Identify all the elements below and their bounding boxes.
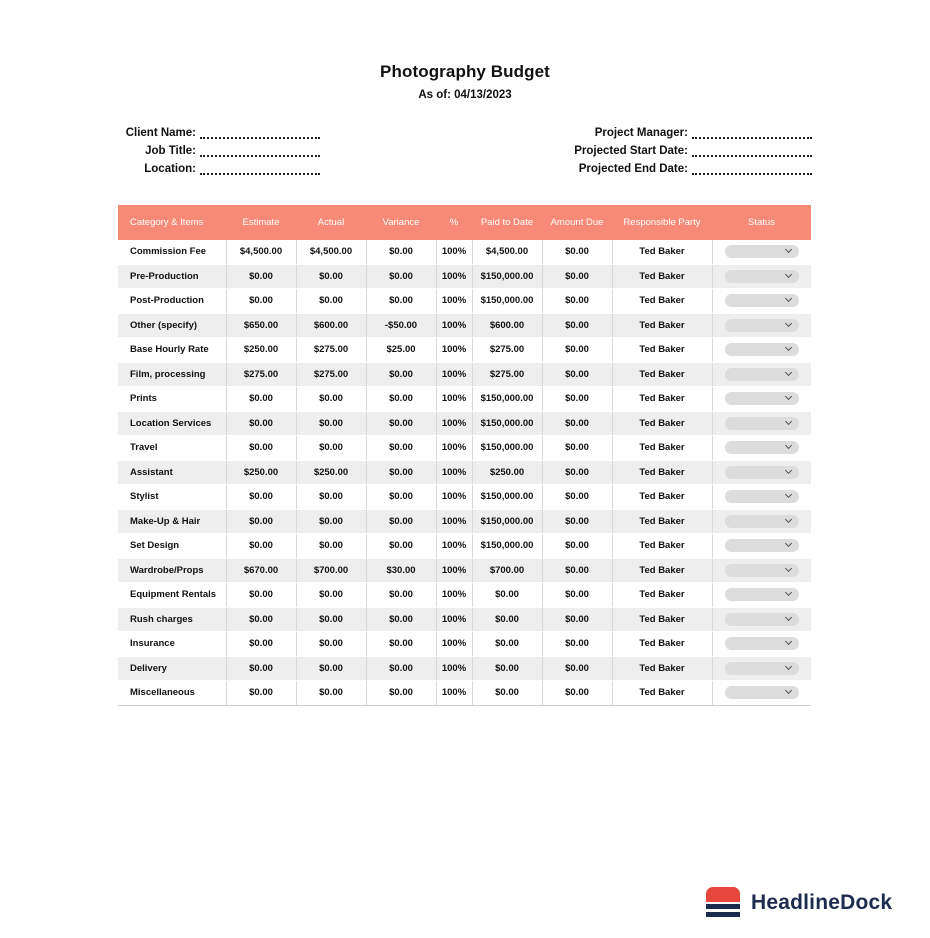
table-cell: $0.00 [542,485,612,510]
end-date-label: Projected End Date: [578,163,688,175]
table-row [118,583,811,608]
table-cell: $0.00 [366,240,436,264]
table-cell: $0.00 [472,656,542,681]
table-row [118,632,811,657]
status-dropdown[interactable] [725,686,799,699]
table-cell: Ted Baker [612,264,712,289]
table-cell: $275.00 [296,338,366,363]
table-cell: Ted Baker [612,313,712,338]
status-cell [712,558,811,583]
status-dropdown[interactable] [725,392,799,405]
table-cell: $150,000.00 [472,436,542,461]
client-name-field [118,121,320,139]
job-title-label: Job Title: [145,145,196,157]
status-cell [712,264,811,289]
table-cell: 100% [436,485,472,510]
document-title: Photography Budget [380,62,550,81]
row-category-cell: Delivery [118,656,226,681]
table-cell: $0.00 [226,387,296,412]
table-cell: $275.00 [296,362,366,387]
row-category-cell: Insurance [118,632,226,657]
table-cell: Ted Baker [612,509,712,534]
table-cell: Ted Baker [612,338,712,363]
table-cell: $0.00 [542,411,612,436]
status-cell [712,485,811,510]
chevron-down-icon [785,589,792,596]
table-cell: $0.00 [296,411,366,436]
table-cell: $650.00 [226,313,296,338]
status-cell [712,656,811,681]
table-cell: $0.00 [366,681,436,706]
chevron-down-icon [785,442,792,449]
row-category-cell: Rush charges [118,607,226,632]
table-body [118,240,811,705]
status-dropdown[interactable] [725,613,799,626]
chevron-down-icon [785,614,792,621]
status-cell [712,607,811,632]
meta-left-fields [118,121,320,175]
chevron-down-icon [785,687,792,694]
table-cell: $0.00 [226,534,296,559]
table-cell: $0.00 [296,681,366,706]
status-cell [712,460,811,485]
row-category-cell: Wardrobe/Props [118,558,226,583]
table-cell: $0.00 [226,436,296,461]
status-dropdown[interactable] [725,564,799,577]
table-header-row [118,205,811,240]
table-cell: $0.00 [542,362,612,387]
location-field [118,157,320,175]
table-cell: $0.00 [542,632,612,657]
chevron-down-icon [785,344,792,351]
start-date-blank[interactable] [692,146,812,157]
row-category-cell: Base Hourly Rate [118,338,226,363]
status-dropdown[interactable] [725,662,799,675]
table-cell: 100% [436,534,472,559]
table-cell: $150,000.00 [472,289,542,314]
table-cell: $0.00 [226,485,296,510]
table-row [118,313,811,338]
table-cell: $0.00 [366,485,436,510]
chevron-down-icon [785,491,792,498]
status-cell [712,313,811,338]
row-category-cell: Equipment Rentals [118,583,226,608]
table-cell: Ted Baker [612,607,712,632]
project-manager-label: Project Manager: [594,127,688,139]
table-cell: $0.00 [542,656,612,681]
table-cell: 100% [436,313,472,338]
status-dropdown[interactable] [725,343,799,356]
chevron-down-icon [785,540,792,547]
table-cell: $0.00 [472,607,542,632]
status-dropdown[interactable] [725,490,799,503]
table-row [118,411,811,436]
table-cell: Ted Baker [612,240,712,264]
row-category-cell: Post-Production [118,289,226,314]
table-row [118,362,811,387]
table-cell: 100% [436,558,472,583]
table-cell: $0.00 [366,632,436,657]
status-cell [712,681,811,706]
table-cell: $0.00 [296,387,366,412]
status-dropdown[interactable] [725,588,799,601]
table-cell: $275.00 [472,362,542,387]
table-cell: $250.00 [296,460,366,485]
table-cell: $0.00 [542,387,612,412]
table-cell: $0.00 [226,411,296,436]
table-cell: Ted Baker [612,534,712,559]
table-cell: $150,000.00 [472,387,542,412]
client-name-blank[interactable] [200,128,320,139]
column-header: Responsible Party [612,205,712,240]
table-cell: $0.00 [542,460,612,485]
table-cell: $0.00 [296,485,366,510]
table-cell: $600.00 [296,313,366,338]
status-cell [712,436,811,461]
table-cell: $0.00 [542,607,612,632]
table-cell: $0.00 [366,583,436,608]
table-cell: $4,500.00 [226,240,296,264]
table-cell: $0.00 [542,338,612,363]
status-cell [712,387,811,412]
table-cell: $0.00 [366,509,436,534]
row-category-cell: Prints [118,387,226,412]
table-row [118,607,811,632]
column-header: Amount Due [542,205,612,240]
table-cell: 100% [436,436,472,461]
table-cell: $0.00 [366,534,436,559]
status-cell [712,509,811,534]
row-category-cell: Make-Up & Hair [118,509,226,534]
table-cell: $0.00 [542,240,612,264]
row-category-cell: Assistant [118,460,226,485]
table-row [118,289,811,314]
table-cell: Ted Baker [612,632,712,657]
chevron-down-icon [785,320,792,327]
column-header: Variance [366,205,436,240]
table-cell: $0.00 [472,583,542,608]
location-blank[interactable] [200,164,320,175]
table-cell: $0.00 [296,289,366,314]
table-cell: $0.00 [296,632,366,657]
table-cell: Ted Baker [612,681,712,706]
table-cell: 100% [436,509,472,534]
column-header: Status [712,205,811,240]
table-cell: 100% [436,583,472,608]
table-cell: Ted Baker [612,485,712,510]
chevron-down-icon [785,393,792,400]
table-cell: $0.00 [226,681,296,706]
chevron-down-icon [785,467,792,474]
table-cell: $25.00 [366,338,436,363]
table-cell: $0.00 [296,436,366,461]
status-dropdown[interactable] [725,245,799,258]
chevron-down-icon [785,369,792,376]
table-cell: $0.00 [472,632,542,657]
table-cell: $150,000.00 [472,509,542,534]
status-dropdown[interactable] [725,319,799,332]
table-cell: Ted Baker [612,387,712,412]
table-row [118,681,811,706]
chevron-down-icon [785,565,792,572]
table-cell: 100% [436,607,472,632]
table-cell: $0.00 [366,289,436,314]
table-row [118,509,811,534]
row-category-cell: Miscellaneous [118,681,226,706]
column-header: Paid to Date [472,205,542,240]
table-cell: $0.00 [226,264,296,289]
chevron-down-icon [785,271,792,278]
status-dropdown[interactable] [725,368,799,381]
table-cell: $150,000.00 [472,264,542,289]
chevron-down-icon [785,638,792,645]
table-cell: $150,000.00 [472,485,542,510]
table-cell: $0.00 [542,509,612,534]
status-cell [712,240,811,264]
table-cell: $0.00 [542,681,612,706]
table-row [118,558,811,583]
table-cell: $670.00 [226,558,296,583]
column-header: Category & Items [118,205,226,240]
column-header: Actual [296,205,366,240]
table-cell: $275.00 [226,362,296,387]
table-cell: $0.00 [366,362,436,387]
table-row [118,534,811,559]
table-cell: $0.00 [366,411,436,436]
brand-name: HeadlineDock [751,890,893,914]
table-row [118,264,811,289]
table-row [118,656,811,681]
chevron-down-icon [785,418,792,425]
table-cell: $0.00 [542,289,612,314]
table-cell: $0.00 [542,436,612,461]
table-cell: $0.00 [296,583,366,608]
row-category-cell: Pre-Production [118,264,226,289]
table-cell: $250.00 [226,460,296,485]
table-cell: $0.00 [542,264,612,289]
table-cell: 100% [436,240,472,264]
end-date-blank[interactable] [692,164,812,175]
table-cell: $700.00 [472,558,542,583]
column-header: % [436,205,472,240]
row-category-cell: Location Services [118,411,226,436]
job-title-blank[interactable] [200,146,320,157]
table-cell: $0.00 [226,509,296,534]
row-category-cell: Set Design [118,534,226,559]
table-cell: $0.00 [542,583,612,608]
table-cell: $0.00 [226,583,296,608]
table-cell: $0.00 [226,632,296,657]
headlinedock-logo [706,887,892,918]
headlinedock-logo-icon [706,887,740,918]
table-cell: 100% [436,656,472,681]
table-cell: $0.00 [542,558,612,583]
as-of-date: As of: 04/13/2023 [418,89,512,101]
table-cell: 100% [436,411,472,436]
status-dropdown[interactable] [725,539,799,552]
table-cell: $4,500.00 [296,240,366,264]
table-cell: Ted Baker [612,362,712,387]
table-cell: Ted Baker [612,583,712,608]
table-cell: 100% [436,362,472,387]
start-date-field [566,139,812,157]
status-cell [712,534,811,559]
table-cell: $0.00 [296,509,366,534]
chevron-down-icon [785,246,792,253]
table-cell: $0.00 [296,264,366,289]
location-label: Location: [144,163,196,175]
table-cell: $700.00 [296,558,366,583]
table-cell: Ted Baker [612,558,712,583]
table-cell: $4,500.00 [472,240,542,264]
table-cell: $0.00 [542,534,612,559]
table-row [118,436,811,461]
table-cell: Ted Baker [612,656,712,681]
table-cell: -$50.00 [366,313,436,338]
table-cell: $150,000.00 [472,534,542,559]
table-cell: $0.00 [366,607,436,632]
table-cell: Ted Baker [612,436,712,461]
table-cell: $0.00 [366,656,436,681]
table-cell: $0.00 [296,607,366,632]
status-cell [712,411,811,436]
table-cell: Ted Baker [612,460,712,485]
table-row [118,338,811,363]
status-cell [712,583,811,608]
table-cell: $0.00 [226,607,296,632]
table-row [118,460,811,485]
status-dropdown[interactable] [725,466,799,479]
chevron-down-icon [785,295,792,302]
status-cell [712,338,811,363]
table-row [118,485,811,510]
table-cell: $0.00 [542,313,612,338]
project-manager-field [566,121,812,139]
table-row [118,240,811,264]
job-title-field [118,139,320,157]
table-cell: $250.00 [226,338,296,363]
status-dropdown[interactable] [725,417,799,430]
table-cell: 100% [436,460,472,485]
table-cell: $0.00 [226,656,296,681]
table-cell: $30.00 [366,558,436,583]
table-cell: $0.00 [226,289,296,314]
row-category-cell: Travel [118,436,226,461]
table-cell: 100% [436,632,472,657]
status-cell [712,289,811,314]
table-cell: 100% [436,681,472,706]
end-date-field [566,157,812,175]
table-cell: $600.00 [472,313,542,338]
table-cell: $0.00 [366,264,436,289]
row-category-cell: Other (specify) [118,313,226,338]
table-cell: 100% [436,338,472,363]
budget-table [118,205,811,706]
table-cell: Ted Baker [612,411,712,436]
table-cell: $0.00 [472,681,542,706]
column-header: Estimate [226,205,296,240]
row-category-cell: Film, processing [118,362,226,387]
table-cell: $0.00 [366,387,436,412]
row-category-cell: Commission Fee [118,240,226,264]
table-cell: 100% [436,289,472,314]
status-dropdown[interactable] [725,637,799,650]
table-cell: 100% [436,387,472,412]
status-dropdown[interactable] [725,515,799,528]
client-name-label: Client Name: [125,127,196,139]
start-date-label: Projected Start Date: [574,145,688,157]
table-cell: Ted Baker [612,289,712,314]
status-dropdown[interactable] [725,441,799,454]
meta-right-fields [566,121,812,175]
status-dropdown[interactable] [725,270,799,283]
status-cell [712,362,811,387]
table-cell: $0.00 [296,656,366,681]
row-category-cell: Stylist [118,485,226,510]
table-cell: $0.00 [366,436,436,461]
project-manager-blank[interactable] [692,128,812,139]
table-cell: $275.00 [472,338,542,363]
chevron-down-icon [785,663,792,670]
table-cell: $0.00 [366,460,436,485]
status-cell [712,632,811,657]
table-cell: $250.00 [472,460,542,485]
table-cell: $150,000.00 [472,411,542,436]
chevron-down-icon [785,516,792,523]
status-dropdown[interactable] [725,294,799,307]
table-cell: $0.00 [296,534,366,559]
table-cell: 100% [436,264,472,289]
table-row [118,387,811,412]
